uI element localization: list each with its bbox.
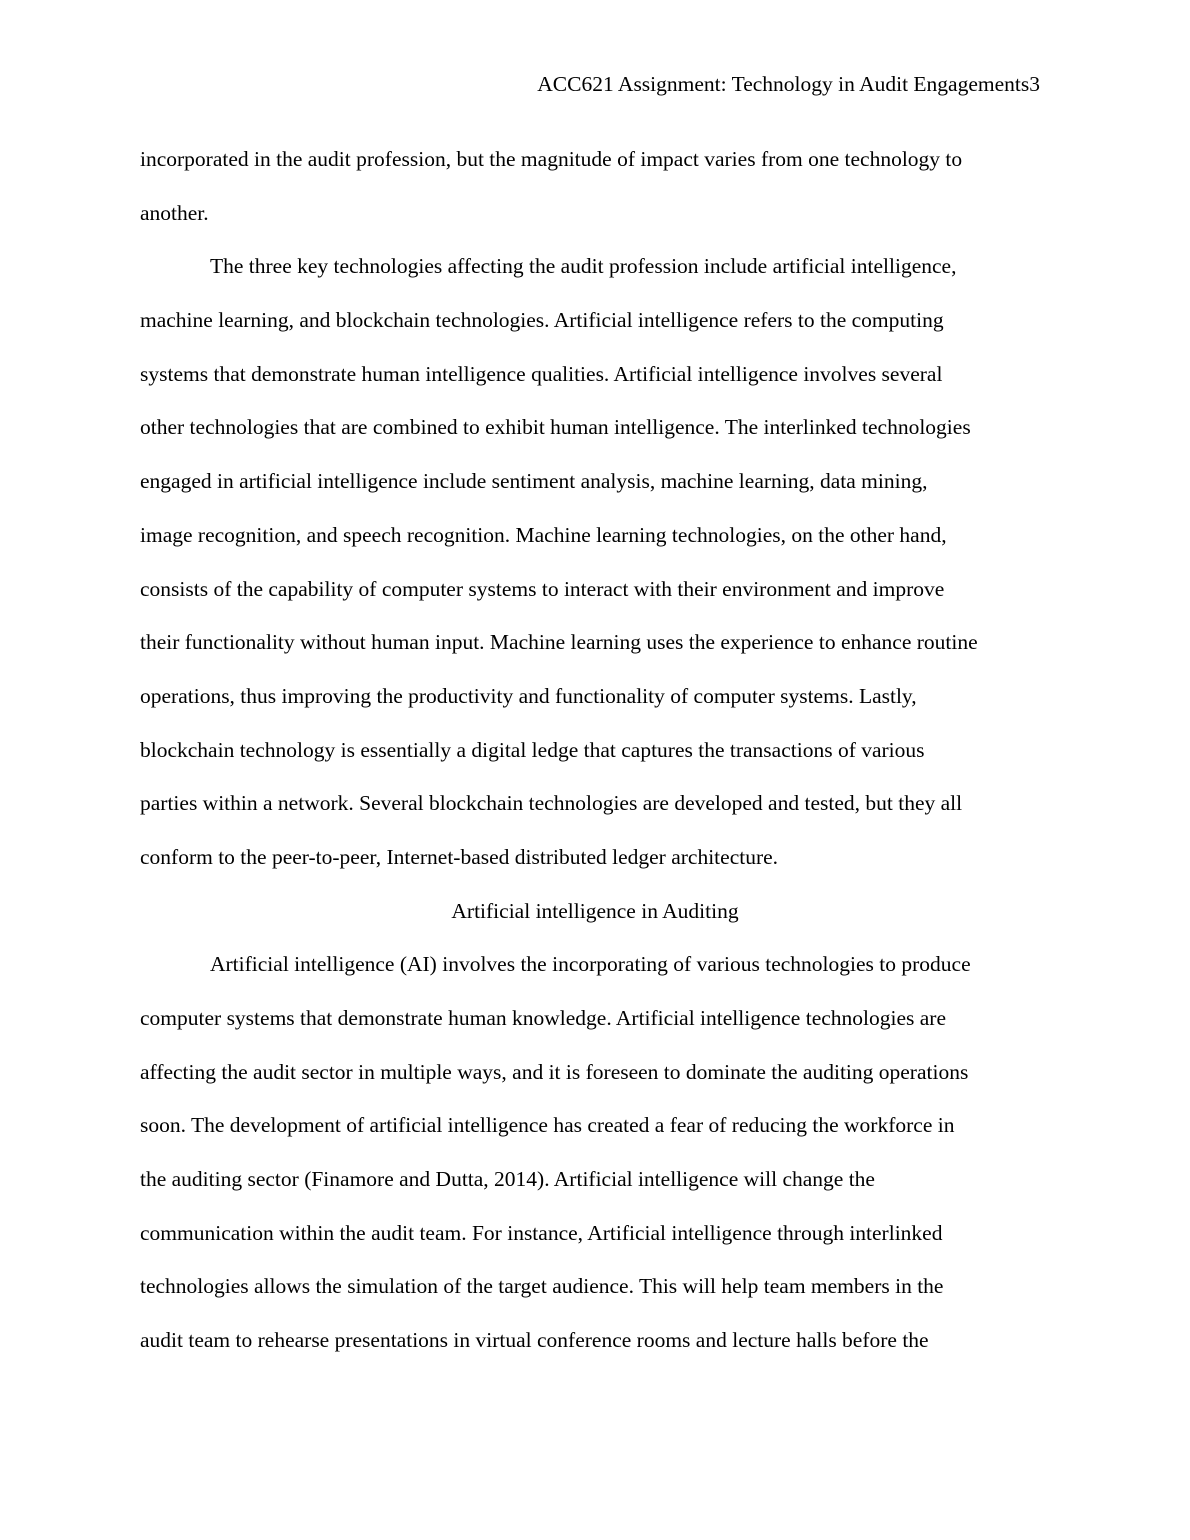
- text-line: conform to the peer-to-peer, Internet-based distributed ledger architecture.: [140, 844, 779, 869]
- text-line: incorporated in the audit profession, but the magnitude of impact varies from one technology to: [140, 147, 963, 171]
- text-line: image recognition, and speech recognition. Machine learning technologies, on the other hand,: [140, 522, 947, 547]
- text-line: The three key technologies affecting the audit profession include artificial intelligence,: [210, 254, 957, 279]
- text-line: the auditing sector (Finamore and Dutta, 2014). Artificial intelligence will change the: [140, 1167, 875, 1192]
- paragraph-key-technologies: [140, 240, 1055, 884]
- paragraph-continuation: [140, 133, 1055, 240]
- text-line: other technologies that are combined to exhibit human intelligence. The interlinked technologies: [140, 415, 971, 440]
- text-line: systems that demonstrate human intelligence qualities. Artificial intelligence involves several: [140, 361, 943, 386]
- text-line: blockchain technology is essentially a digital ledge that captures the transactions of various: [140, 737, 925, 762]
- page-number: 3: [1029, 72, 1040, 96]
- text-line: soon. The development of artificial intelligence has created a fear of reducing the workforce in: [140, 1113, 955, 1138]
- text-line: consists of the capability of computer systems to interact with their environment and improve: [140, 576, 945, 601]
- paragraph-ai-in-auditing: [140, 938, 1055, 1368]
- text-line: computer systems that demonstrate human knowledge. Artificial intelligence technologies are: [140, 1006, 947, 1030]
- text-line: machine learning, and blockchain technologies. Artificial intelligence refers to the computing: [140, 308, 944, 333]
- text-line: their functionality without human input. Machine learning uses the experience to enhance routine: [140, 630, 978, 655]
- running-head: [537, 70, 1040, 98]
- document-body: [140, 133, 1055, 1368]
- text-line: technologies allows the simulation of the target audience. This will help team members in the: [140, 1274, 944, 1299]
- text-line: engaged in artificial intelligence include sentiment analysis, machine learning, data mining,: [140, 469, 928, 494]
- text-line: audit team to rehearse presentations in virtual conference rooms and lecture halls before the: [140, 1328, 929, 1353]
- text-line: communication within the audit team. For instance, Artificial intelligence through interlinked: [140, 1220, 943, 1245]
- text-line: Artificial intelligence (AI) involves the incorporating of various technologies to produce: [210, 952, 971, 977]
- text-line: operations, thus improving the productivity and functionality of computer systems. Lastly,: [140, 683, 917, 708]
- text-line: affecting the audit sector in multiple ways, and it is foreseen to dominate the auditing operations: [140, 1059, 969, 1084]
- running-head-title: ACC621 Assignment: Technology in Audit Engagements: [537, 72, 1030, 96]
- section-heading: Artificial intelligence in Auditing: [451, 898, 739, 923]
- text-line: another.: [140, 200, 209, 225]
- text-line: parties within a network. Several blockchain technologies are developed and tested, but they all: [140, 791, 963, 816]
